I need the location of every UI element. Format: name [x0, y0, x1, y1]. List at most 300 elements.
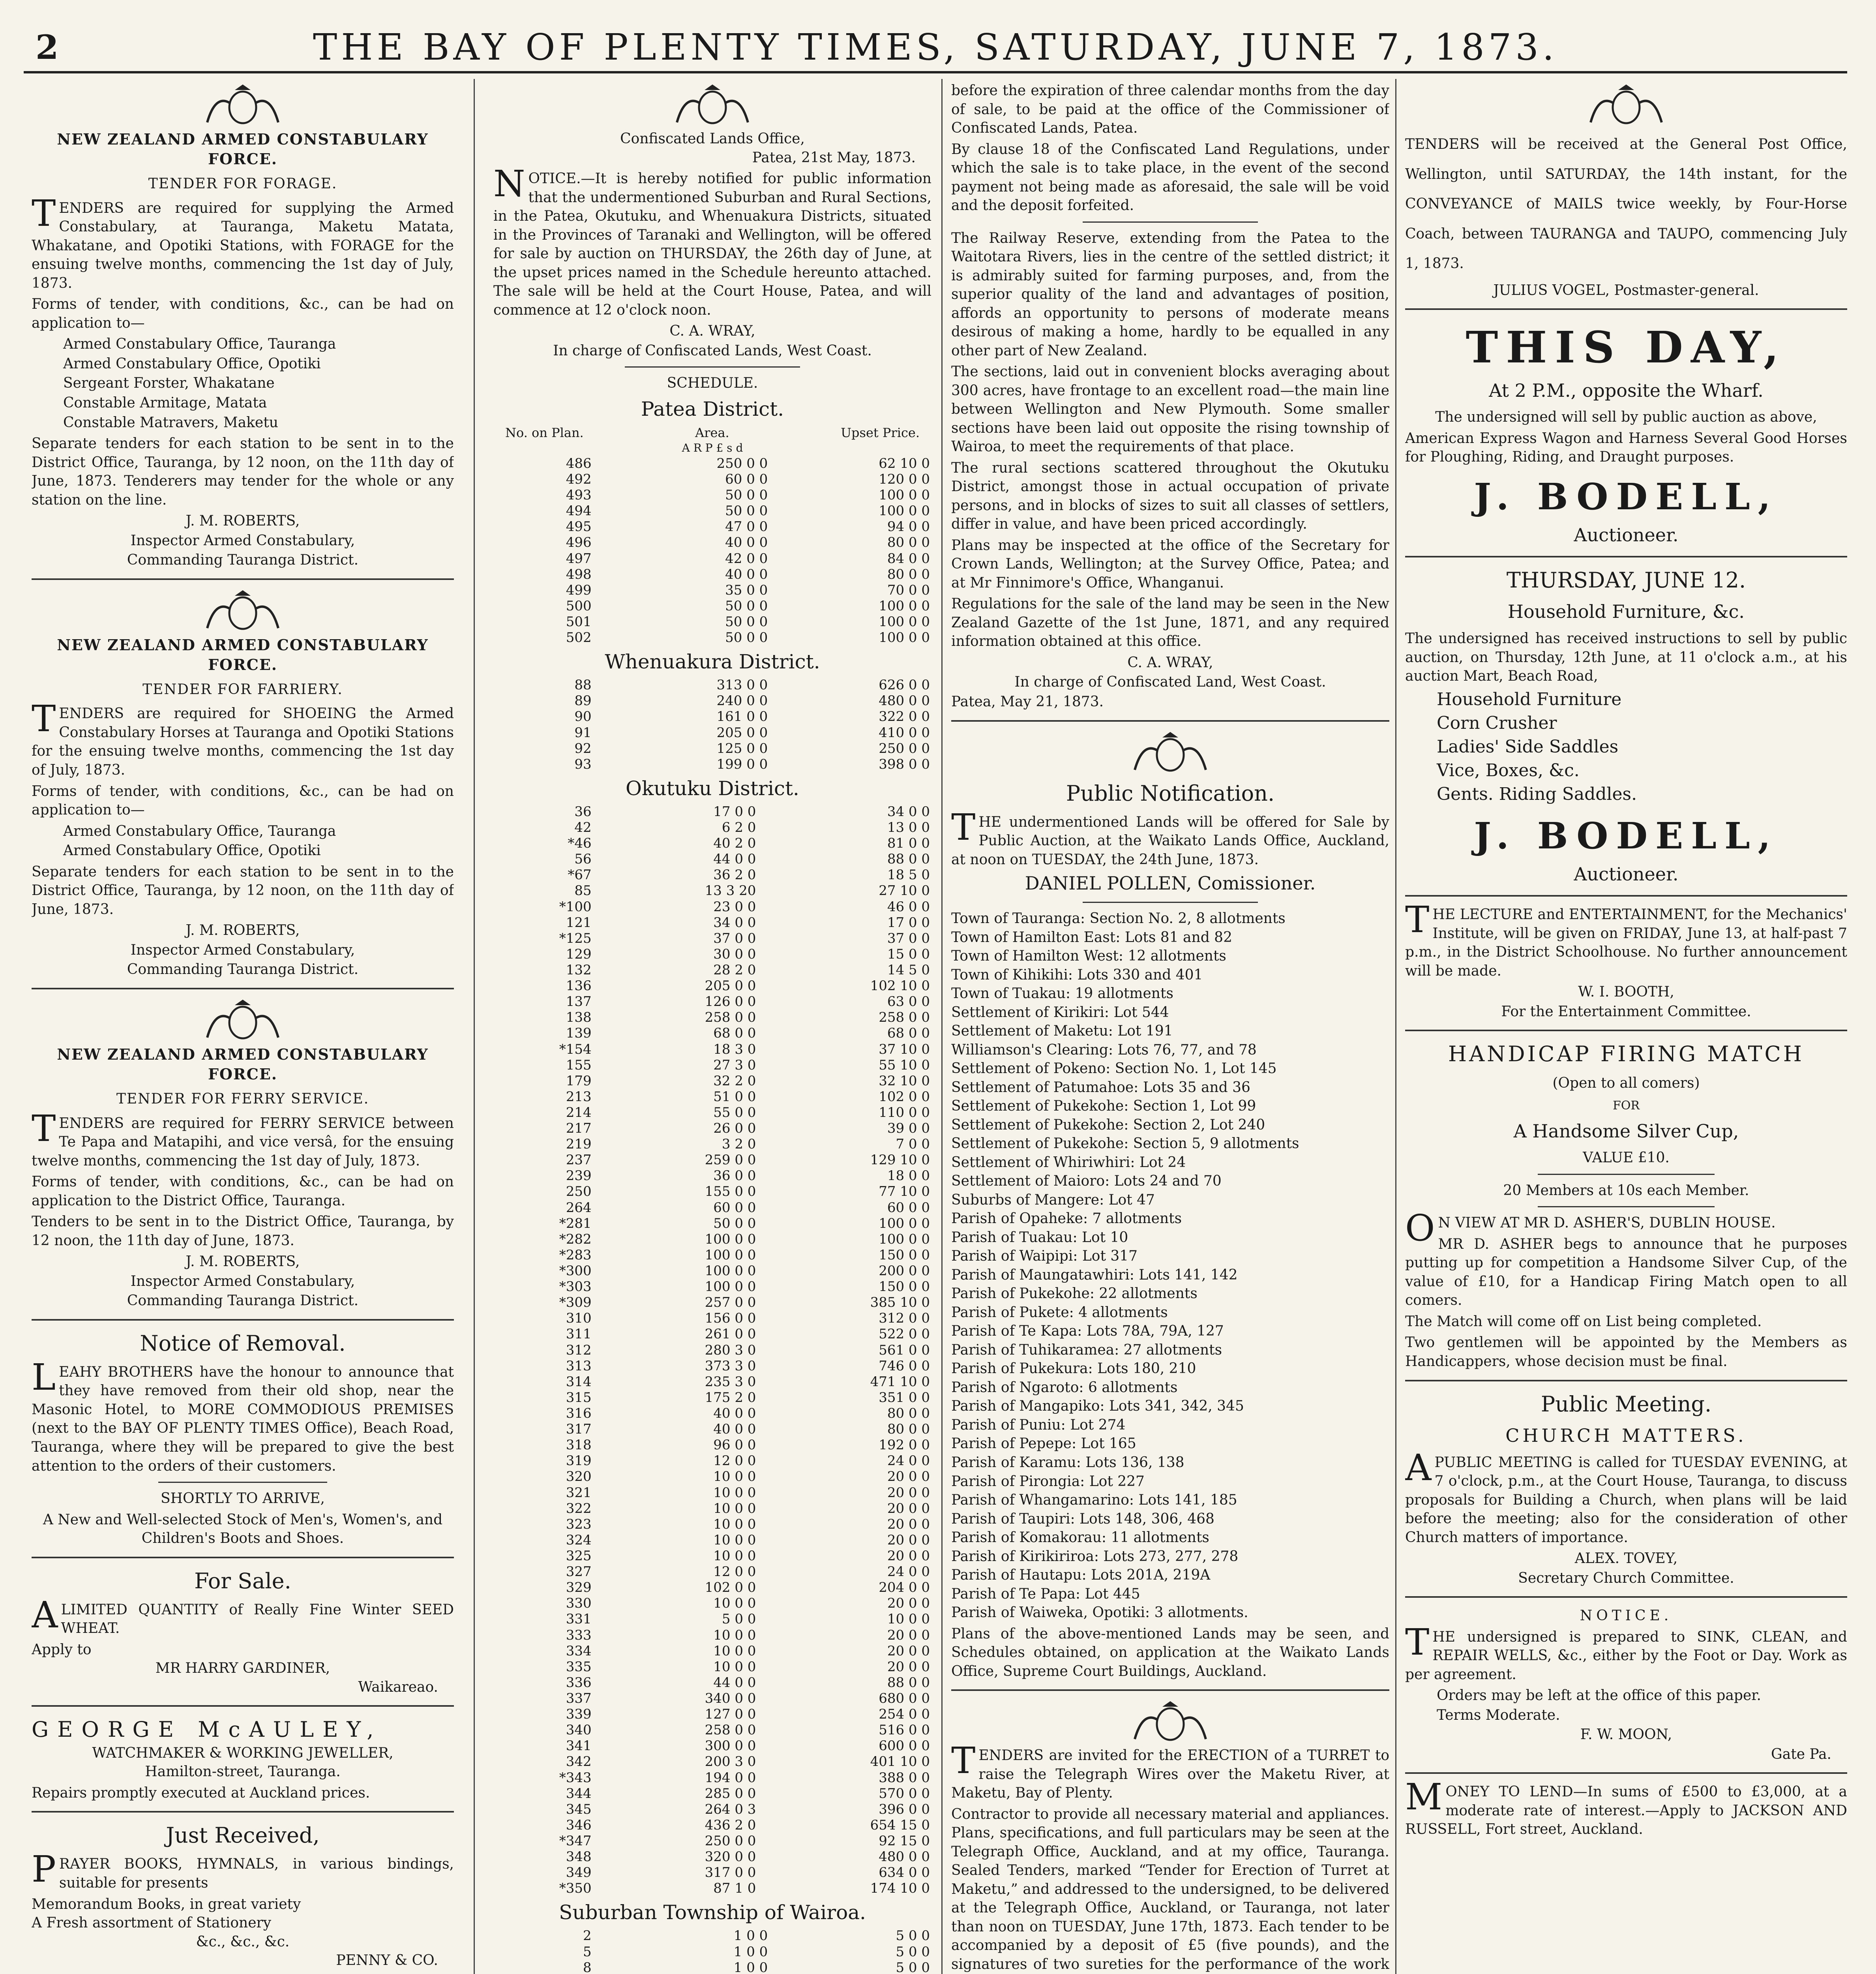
forage-title: TENDER FOR FORAGE.	[148, 176, 337, 192]
upset-price: 480 0 0	[879, 693, 930, 709]
upset-price: 746 0 0	[879, 1358, 930, 1374]
plan-number: 129	[566, 946, 592, 962]
plan-number: 348	[566, 1849, 592, 1865]
lot-item: Town of Tuakau: 19 allotments	[951, 985, 1173, 1002]
turret-body: Contractor to provide all necessary material and appliances. Plans, specifications, and full particulars may be seen at the Telegraph Office, Auckland, and at my office, Tauranga. Sealed Tenders, marked “Tender for Erection of Turret at Maketu,” and addressed to the undersigned, to be delivered at the Telegraph Office, Auckland, or Tauranga, not later than noon on TUESDAY, June 17th, 1873. Each tender to be accompanied by a deposit of £5 (five pounds), and the signatures of two sureties for the performance of the work	[951, 1806, 1389, 1972]
schedule-row	[493, 1405, 931, 1421]
column-1	[32, 79, 454, 1974]
upset-price: 570 0 0	[879, 1785, 930, 1801]
area: 100 0 0	[705, 1263, 756, 1279]
plan-number: 344	[566, 1785, 592, 1801]
lot-item: Parish of Pukekura: Lots 180, 210	[951, 1360, 1196, 1377]
schedule-row	[493, 709, 931, 724]
lands-cont: Plans may be inspected at the office of the Secretary for Crown Lands, Wellington; at the Survey Office, Patea; and at Mr Finnimore's Office, Whanganui.	[951, 537, 1389, 591]
handicap-body: MR D. ASHER begs to announce that he purposes putting up for competition a Handsome Silver Cup, of the value of £10, for a Handicap Firing Match open to all comers.	[1405, 1236, 1847, 1309]
just-received-sig: PENNY & CO.	[336, 1952, 438, 1969]
forage-forms: Forms of tender, with conditions, &c., can be had on application to—	[32, 296, 454, 331]
divider	[32, 1811, 454, 1813]
upset-price: 100 0 0	[879, 1231, 930, 1247]
area: 10 0 0	[713, 1516, 756, 1532]
upset-price: 62 10 0	[879, 455, 930, 471]
forage-sig-title: Inspector Armed Constabulary,	[130, 532, 355, 549]
area: 10 0 0	[713, 1484, 756, 1501]
schedule-row	[493, 931, 931, 946]
upset-price: 20 0 0	[887, 1643, 930, 1659]
area: 60 0 0	[725, 471, 768, 487]
lecture-body: THE LECTURE and ENTERTAINMENT, for the Mechanics' Institute, will be given on FRIDAY, June 13, at half-past 7 p.m., in the District Schoolhouse. No further announcement will be made.	[1405, 899, 1847, 979]
lot-item: Settlement of Pukekohe: Section 1, Lot 99	[951, 1098, 1256, 1115]
lot-item: Town of Tauranga: Section No. 2, 8 allotments	[951, 910, 1286, 927]
thursday-item: Gents. Riding Saddles.	[1437, 784, 1637, 804]
thursday-title: THURSDAY, JUNE 12.	[1506, 568, 1746, 593]
upset-price: 20 0 0	[887, 1469, 930, 1485]
area: 6 2 0	[722, 819, 756, 835]
lot-item: Parish of Te Kapa: Lots 78A, 79A, 127	[951, 1323, 1224, 1340]
upset-price: 5 0 0	[896, 1928, 930, 1944]
upset-price: 385 10 0	[870, 1295, 930, 1311]
lot-item: Parish of Whangamarino: Lots 141, 185	[951, 1492, 1237, 1509]
divider	[1405, 1030, 1847, 1031]
schedule-row	[493, 1421, 931, 1437]
area: 40 0 0	[713, 1405, 756, 1422]
okutuku-title: Okutuku District.	[626, 777, 799, 800]
lot-item: Settlement of Maketu: Lot 191	[951, 1023, 1173, 1040]
plan-number: 495	[566, 519, 592, 535]
masthead: THE BAY OF PLENTY TIMES, SATURDAY, JUNE 7, 1873.	[313, 26, 1558, 68]
arrive-body: A New and Well-selected Stock of Men's, Women's, and Children's Boots and Shoes.	[43, 1511, 443, 1547]
schedule-row	[493, 1358, 931, 1374]
mcauley-trade: WATCHMAKER & WORKING JEWELLER,	[92, 1745, 394, 1761]
col-header: Area.	[695, 425, 729, 440]
handicap-view: ON VIEW AT MR D. ASHER'S, DUBLIN HOUSE.	[1405, 1207, 1776, 1250]
lot-item: Parish of Pepepe: Lot 165	[951, 1435, 1136, 1452]
upset-price: 18 0 0	[887, 1168, 930, 1184]
schedule-row	[493, 899, 931, 915]
schedule-row	[493, 835, 931, 851]
upset-price: 27 10 0	[879, 883, 930, 899]
plan-number: 213	[566, 1088, 592, 1105]
schedule-row	[493, 1643, 931, 1659]
farriery-forms: Forms of tender, with conditions, &c., can be had on application to—	[32, 783, 454, 818]
schedule-row	[493, 867, 931, 883]
plan-number: 214	[566, 1104, 592, 1120]
arrive-title: SHORTLY TO ARRIVE,	[161, 1490, 325, 1507]
lot-item: Parish of Waiweka, Opotiki: 3 allotments.	[951, 1604, 1248, 1621]
plan-number: 311	[566, 1326, 592, 1342]
schedule-row	[493, 567, 931, 582]
lands-office: Confiscated Lands Office,	[620, 131, 805, 147]
plan-number: 5	[583, 1944, 592, 1960]
divider	[951, 1689, 1389, 1691]
area: 155 0 0	[705, 1184, 756, 1200]
schedule-row	[493, 1516, 931, 1532]
schedule-sub-headers: A R P £ s d	[682, 441, 743, 454]
area: 340 0 0	[705, 1690, 756, 1706]
plan-number: 336	[566, 1674, 592, 1691]
upset-price: 174 10 0	[870, 1880, 930, 1897]
just-received-title: Just Received,	[166, 1823, 320, 1848]
plan-number: 499	[566, 582, 592, 598]
thursday-subtitle: Household Furniture, &c.	[1507, 601, 1745, 623]
handicap-open: (Open to all comers)	[1552, 1075, 1700, 1091]
royal-crest-icon	[669, 83, 756, 126]
lot-item: Settlement of Pukekohe: Section 2, Lot 240	[951, 1116, 1265, 1133]
plan-number: 337	[566, 1690, 592, 1706]
divider	[32, 1557, 454, 1558]
turret-body: TENDERS are invited for the ERECTION of a TURRET to raise the Telegraph Wires over the Maketu River, at Maketu, Bay of Plenty.	[951, 1739, 1389, 1801]
plan-number: 492	[566, 471, 592, 487]
wairoa-title: Suburban Township of Wairoa.	[559, 1901, 866, 1924]
schedule-row	[493, 915, 931, 931]
this-day-subtitle: At 2 P.M., opposite the Wharf.	[1489, 379, 1764, 401]
meeting-body: APUBLIC MEETING is called for TUESDAY EVENING, at 7 o'clock, p.m., at the Court House, Tauranga, to discuss proposals for Building a Church, when plans will be laid before the meeting; also for the consideration of other Church matters of importance.	[1405, 1446, 1847, 1546]
whenuakura-table	[493, 677, 931, 772]
column-rule	[474, 79, 475, 1974]
just-received-body: PRAYER BOOKS, HYMNALS, in various bindings, suitable for presents	[32, 1848, 454, 1891]
schedule-row	[493, 1532, 931, 1548]
schedule-row	[493, 1247, 931, 1263]
handicap-body: The Match will come off on List being completed.	[1405, 1313, 1762, 1330]
upset-price: 204 0 0	[879, 1580, 930, 1596]
upset-price: 150 0 0	[879, 1279, 930, 1295]
schedule-row	[493, 1295, 931, 1310]
upset-price: 634 0 0	[879, 1865, 930, 1881]
area: 205 0 0	[716, 724, 768, 741]
area: 1 0 0	[733, 1928, 768, 1944]
plan-number: 138	[566, 1010, 592, 1026]
farriery-sig-name: J. M. ROBERTS,	[186, 922, 300, 939]
upset-price: 600 0 0	[879, 1738, 930, 1754]
ferry-forms: Forms of tender, with conditions, &c., can be had on application to the District Office, Tauranga.	[32, 1174, 454, 1209]
schedule-row	[493, 630, 931, 645]
area: 125 0 0	[716, 740, 768, 756]
schedule-row	[493, 1184, 931, 1199]
lands-cont: By clause 18 of the Confiscated Land Regulations, under which the sale is to take place, in the event of the second payment not being made as aforesaid, the sale will be void and the deposit forfeited.	[951, 141, 1389, 214]
schedule-row	[493, 535, 931, 550]
upset-price: 20 0 0	[887, 1500, 930, 1516]
upset-price: 192 0 0	[879, 1437, 930, 1453]
upset-price: 480 0 0	[879, 1849, 930, 1865]
area: 3 2 0	[722, 1136, 756, 1152]
upset-price: 32 10 0	[879, 1073, 930, 1089]
divider	[1405, 895, 1847, 897]
upset-price: 20 0 0	[887, 1548, 930, 1564]
area: 127 0 0	[705, 1706, 756, 1723]
plan-number: *100	[559, 899, 592, 915]
area: 240 0 0	[716, 693, 768, 709]
forage-sig-district: Commanding Tauranga District.	[127, 552, 359, 569]
royal-crest-icon	[199, 998, 286, 1041]
area: 259 0 0	[705, 1152, 756, 1168]
lot-item: Settlement of Pukekohe: Section 5, 9 allotments	[951, 1135, 1299, 1152]
area: 258 0 0	[705, 1010, 756, 1026]
area: 194 0 0	[705, 1769, 756, 1786]
area: 156 0 0	[705, 1310, 756, 1327]
plan-number: 500	[566, 598, 592, 614]
plan-number: 497	[566, 550, 592, 567]
schedule-row	[493, 1390, 931, 1405]
for-sale-place: Waikareao.	[358, 1679, 438, 1695]
upset-price: 100 0 0	[879, 614, 930, 630]
area: 42 0 0	[725, 550, 768, 567]
area: 257 0 0	[705, 1295, 756, 1311]
upset-price: 81 0 0	[887, 835, 930, 852]
wells-body: THE undersigned is prepared to SINK, CLEAN, and REPAIR WELLS, &c., either by the Foot or Day. Work as per agreement.	[1405, 1621, 1847, 1683]
area: 261 0 0	[705, 1326, 756, 1342]
lands-cont: The rural sections scattered throughout the Okutuku District, amongst those in actual occupation of private persons, and in blocks of sizes to suit all classes of settlers, differ in value, and have been priced accordingly.	[951, 460, 1389, 533]
royal-crest-icon	[199, 83, 286, 126]
plan-number: 345	[566, 1801, 592, 1817]
upset-price: 14 5 0	[887, 962, 930, 978]
divider	[1083, 221, 1258, 223]
lots-list	[951, 909, 1389, 1622]
schedule-title: SCHEDULE.	[667, 375, 758, 392]
plan-number: 219	[566, 1136, 592, 1152]
lot-item: Parish of Tuakau: Lot 10	[951, 1229, 1128, 1246]
plan-number: 324	[566, 1532, 592, 1548]
area: 10 0 0	[713, 1627, 756, 1643]
area: 10 0 0	[713, 1548, 756, 1564]
divider	[32, 1319, 454, 1321]
upset-price: 7 0 0	[896, 1136, 930, 1152]
upset-price: 100 0 0	[879, 503, 930, 519]
divider	[32, 578, 454, 580]
upset-price: 561 0 0	[879, 1342, 930, 1358]
upset-price: 24 0 0	[887, 1453, 930, 1469]
schedule-row	[493, 1722, 931, 1738]
schedule-row	[493, 487, 931, 503]
schedule-row	[493, 1152, 931, 1168]
public-notice-closing: Plans of the above-mentioned Lands may be seen, and Schedules obtained, on application at the Waikato Lands Office, Supreme Court Buildings, Auckland.	[951, 1625, 1389, 1679]
schedule-row	[493, 1928, 931, 1944]
schedule-row	[493, 1010, 931, 1025]
upset-price: 398 0 0	[879, 756, 930, 772]
upset-price: 63 0 0	[887, 994, 930, 1010]
plan-number: 494	[566, 503, 592, 519]
farriery-sig-title: Inspector Armed Constabulary,	[130, 942, 355, 958]
plan-number: 346	[566, 1817, 592, 1833]
plan-number: 239	[566, 1168, 592, 1184]
this-day-items: American Express Wagon and Harness Several Good Horses for Ploughing, Riding, and Draught purposes.	[1405, 430, 1847, 465]
plan-number: 90	[574, 709, 592, 725]
mails-body: TENDERS will be received at the General Post Office, Wellington, until SATURDAY, the 14th instant, for the CONVEYANCE of MAILS twice weekly, by Four-Horse Coach, between TAURANGA and TAUPO, commencing July 1, 1873.	[1405, 136, 1847, 272]
upset-price: 20 0 0	[887, 1595, 930, 1612]
schedule-row	[493, 1089, 931, 1105]
area: 32 2 0	[713, 1073, 756, 1089]
page-number: 2	[36, 28, 59, 67]
lot-item: Settlement of Pokeno: Section No. 1, Lot 145	[951, 1060, 1277, 1077]
schedule-row	[493, 1374, 931, 1390]
plan-number: 317	[566, 1421, 592, 1437]
forage-body: TENDERS are required for supplying the Armed Constabulary, at Tauranga, Maketu Matata, Whakatane, and Opotiki Stations, with FORAGE for the ensuing twelve months, commencing the 1st day of July, 1873.	[32, 192, 454, 291]
just-received-line: A Fresh assortment of Stationery	[32, 1915, 272, 1931]
area: 10 0 0	[713, 1469, 756, 1485]
schedule-row	[493, 1801, 931, 1817]
this-day-auctioneer: J. BODELL,	[1474, 475, 1779, 518]
thursday-intro: The undersigned has received instructions to sell by public auction, on Thursday, 12th June, at 11 o'clock a.m., at his auction Mart, Beach Road,	[1405, 630, 1847, 685]
forage-org: NEW ZEALAND ARMED CONSTABULARY FORCE.	[57, 130, 429, 168]
lot-item: Parish of Pukekohe: 22 allotments	[951, 1285, 1198, 1302]
schedule-row	[493, 551, 931, 567]
schedule-row	[493, 1659, 931, 1675]
area: 47 0 0	[725, 519, 768, 535]
schedule-row	[493, 1231, 931, 1247]
area: 50 0 0	[725, 487, 768, 503]
lot-item: Parish of Puniu: Lot 274	[951, 1417, 1126, 1433]
area: 102 0 0	[705, 1580, 756, 1596]
plan-number: 321	[566, 1484, 592, 1501]
plan-number: 132	[566, 962, 592, 978]
lot-item: Parish of Pukete: 4 allotments	[951, 1304, 1168, 1321]
area: 436 2 0	[705, 1817, 756, 1833]
area: 317 0 0	[705, 1865, 756, 1881]
plan-number: *283	[559, 1247, 592, 1263]
upset-price: 17 0 0	[887, 914, 930, 931]
for-sale-apply: Apply to	[32, 1641, 92, 1658]
handicap-for: FOR	[1613, 1099, 1640, 1113]
for-sale-name: MR HARRY GARDINER,	[155, 1660, 330, 1677]
plan-number: *46	[568, 835, 592, 852]
schedule-row	[493, 1817, 931, 1833]
divider	[1405, 1772, 1847, 1774]
mcauley-note: Repairs promptly executed at Auckland prices.	[32, 1784, 370, 1801]
upset-price: 120 0 0	[879, 471, 930, 487]
wairoa-table	[493, 1928, 931, 1974]
upset-price: 5 0 0	[896, 1959, 930, 1974]
forage-office: Armed Constabulary Office, Tauranga	[63, 336, 336, 353]
plan-number: 36	[574, 803, 592, 820]
schedule-row	[493, 1548, 931, 1564]
schedule-row	[493, 1865, 931, 1880]
mcauley-name: GEORGE McAULEY,	[32, 1717, 382, 1742]
upset-price: 516 0 0	[879, 1722, 930, 1738]
lot-item: Parish of Karamu: Lots 136, 138	[951, 1454, 1184, 1471]
plan-number: 56	[574, 851, 592, 867]
schedule-row	[493, 1200, 931, 1216]
plan-number: 314	[566, 1374, 592, 1390]
area: 44 0 0	[713, 851, 756, 867]
upset-price: 522 0 0	[879, 1326, 930, 1342]
upset-price: 5 0 0	[896, 1944, 930, 1960]
wells-title: NOTICE.	[1580, 1608, 1673, 1624]
schedule-row	[493, 1580, 931, 1595]
cont-sig-name: C. A. WRAY,	[1127, 654, 1213, 671]
lot-item: Parish of Ngaroto: 6 allotments	[951, 1379, 1178, 1396]
meeting-sig-title: Secretary Church Committee.	[1518, 1570, 1734, 1586]
whenuakura-title: Whenuakura District.	[605, 650, 820, 674]
upset-price: 100 0 0	[879, 598, 930, 614]
area: 10 0 0	[713, 1500, 756, 1516]
ferry-closing: Tenders to be sent in to the District Office, Tauranga, by 12 noon, the 11th day of June, 1873.	[32, 1214, 454, 1249]
divider	[32, 988, 454, 989]
area: 87 1 0	[713, 1880, 756, 1897]
plan-number: 42	[574, 819, 592, 835]
thursday-item: Corn Crusher	[1437, 713, 1557, 733]
schedule-row	[493, 1738, 931, 1754]
upset-price: 37 10 0	[879, 1041, 930, 1057]
area: 27 3 0	[713, 1057, 756, 1073]
upset-price: 102 0 0	[879, 1088, 930, 1105]
area: 175 2 0	[705, 1389, 756, 1405]
plan-number: 237	[566, 1152, 592, 1168]
divider	[1083, 902, 1258, 903]
royal-crest-icon	[1127, 730, 1214, 774]
schedule-row	[493, 1786, 931, 1801]
schedule-row	[493, 1501, 931, 1516]
mcauley-address: Hamilton-street, Tauranga.	[145, 1764, 341, 1780]
farriery-sig-district: Commanding Tauranga District.	[127, 961, 359, 978]
schedule-row	[493, 994, 931, 1010]
schedule-row	[493, 693, 931, 709]
schedule-row	[493, 1691, 931, 1706]
area: 235 3 0	[705, 1374, 756, 1390]
schedule-row	[493, 1041, 931, 1057]
area: 285 0 0	[705, 1785, 756, 1801]
handicap-value: VALUE £10.	[1583, 1150, 1670, 1166]
upset-price: 46 0 0	[887, 899, 930, 915]
plan-number: 339	[566, 1706, 592, 1723]
lot-item: Parish of Taupiri: Lots 148, 306, 468	[951, 1511, 1214, 1527]
divider	[1405, 308, 1847, 310]
royal-crest-icon	[199, 589, 286, 632]
this-day-role: Auctioneer.	[1574, 524, 1679, 546]
area: 258 0 0	[705, 1722, 756, 1738]
schedule-row	[493, 1849, 931, 1865]
forage-office: Armed Constabulary Office, Opotiki	[63, 355, 321, 372]
area: 373 3 0	[705, 1358, 756, 1374]
public-notice-title: Public Notification.	[1066, 781, 1275, 806]
area: 5 0 0	[722, 1611, 756, 1627]
forage-office: Constable Matravers, Maketu	[63, 414, 278, 431]
area: 26 0 0	[713, 1120, 756, 1137]
ferry-sig-title: Inspector Armed Constabulary,	[130, 1273, 355, 1289]
upset-price: 254 0 0	[879, 1706, 930, 1723]
column-rule	[1395, 79, 1396, 1974]
lot-item: Williamson's Clearing: Lots 76, 77, and 78	[951, 1041, 1257, 1058]
upset-price: 88 0 0	[887, 851, 930, 867]
lot-item: Town of Hamilton West: 12 allotments	[951, 948, 1226, 964]
upset-price: 77 10 0	[879, 1184, 930, 1200]
thursday-item: Ladies' Side Saddles	[1437, 736, 1619, 757]
wells-sig-place: Gate Pa.	[1771, 1746, 1831, 1762]
schedule-row	[493, 1136, 931, 1152]
divider	[951, 720, 1389, 722]
divider	[625, 366, 800, 368]
area: 50 0 0	[713, 1215, 756, 1231]
plan-number: 139	[566, 1025, 592, 1041]
schedule-row	[493, 1342, 931, 1358]
farriery-office: Armed Constabulary Office, Tauranga	[63, 823, 336, 839]
col-header: No. on Plan.	[505, 425, 584, 440]
area: 100 0 0	[705, 1231, 756, 1247]
upset-price: 10 0 0	[887, 1611, 930, 1627]
lot-item: Suburbs of Mangere: Lot 47	[951, 1192, 1155, 1208]
lot-item: Parish of Opaheke: 7 allotments	[951, 1210, 1182, 1227]
forage-closing: Separate tenders for each station to be sent in to the District Office, Tauranga, by 12 noon, on the 11th day of June, 1873. Tenderers may tender for the whole or any station on the line.	[32, 435, 454, 508]
upset-price: 312 0 0	[879, 1310, 930, 1327]
area: 10 0 0	[713, 1643, 756, 1659]
area: 50 0 0	[725, 630, 768, 646]
lands-sig-title: In charge of Confiscated Lands, West Coast.	[553, 342, 872, 359]
plan-number: 179	[566, 1073, 592, 1089]
plan-number: 501	[566, 614, 592, 630]
lands-cont: Regulations for the sale of the land may be seen in the New Zealand Gazette of the 1st June, 1871, and any required information obtained at this office.	[951, 596, 1389, 650]
upset-price: 102 10 0	[870, 978, 930, 994]
plan-number: *350	[559, 1880, 592, 1897]
area: 60 0 0	[713, 1199, 756, 1216]
schedule-row	[493, 1611, 931, 1627]
plan-number: 310	[566, 1310, 592, 1327]
